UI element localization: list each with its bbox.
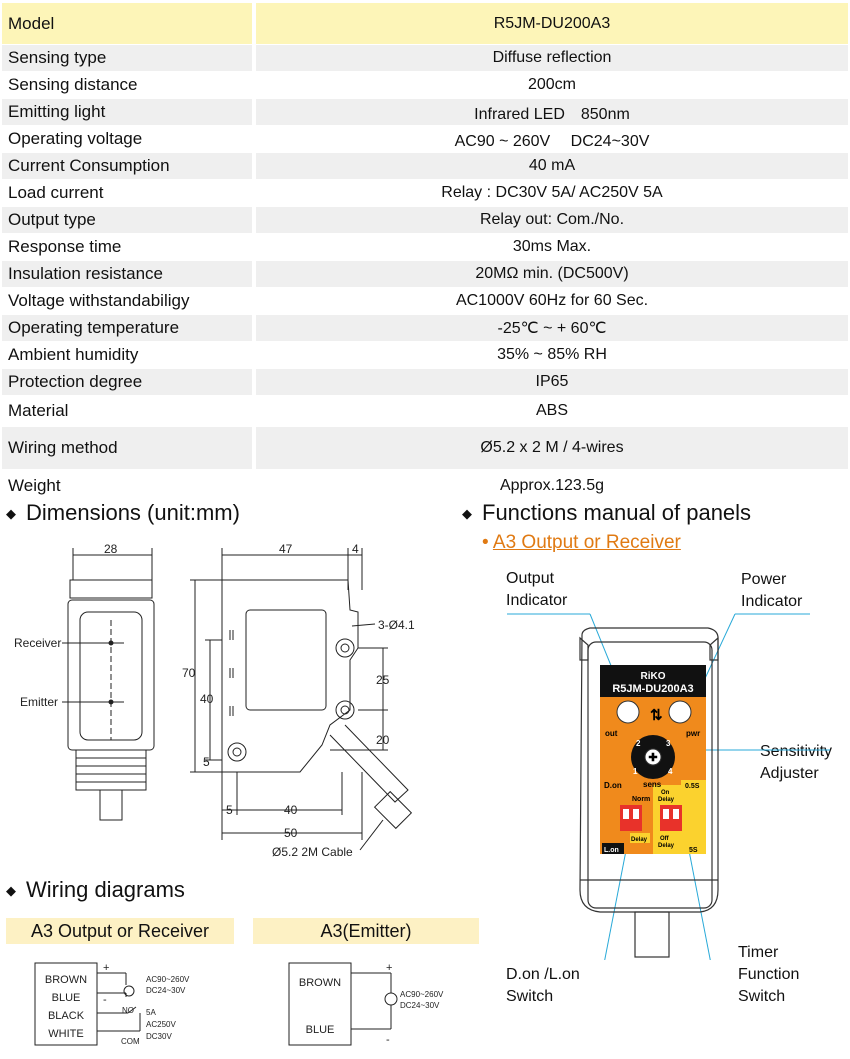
tx-plus: + [386,962,393,974]
spec-value: Approx.123.5g [256,470,848,502]
spec-row [2,207,848,234]
emitter-wire-blue: BLUE [305,1024,335,1036]
rx-load-dc: DC30V [146,1032,172,1041]
panel-off-delay: Delay [658,843,675,849]
panel-off: Off [660,836,669,842]
spec-value: Relay out: Com./No. [256,207,848,233]
rx-plus: + [103,962,110,974]
power-indicator-label: Power Indicator [741,571,803,610]
panel-delay: Delay [631,837,648,843]
tx-supply-ac: AC90~260V [400,990,444,999]
wire-white: WHITE [48,1028,84,1040]
wiring-heading: ◆ Wiring diagrams [6,877,185,902]
dim-holes: 3-Ø4.1 [378,618,415,632]
spec-header-row [2,3,848,45]
spec-label: Operating voltage [2,126,252,152]
spec-label: Sensing type [2,45,252,71]
spec-value: Diffuse reflection [256,45,848,71]
spec-value: R5JM-DU200A3 [256,3,848,44]
spec-label: Material [2,396,252,426]
dim-side-width: 47 [279,542,293,556]
don-switch-label: D.on /L.on Switch [506,966,580,1005]
spec-row [2,369,848,396]
dial-2: 2 [636,739,641,748]
wiring-receiver-title: A3 Output or Receiver [6,918,234,944]
spec-row [2,470,848,503]
spec-label: Wiring method [2,427,252,469]
dimension-drawing [0,540,440,865]
panel-model: R5JM-DU200A3 [612,683,694,695]
spec-value: Infrared LED 850nm [256,99,848,125]
dial-3: 3 [666,739,671,748]
spec-label: Protection degree [2,369,252,395]
panel-lon: L.on [604,847,619,854]
wiring-emitter-title: A3(Emitter) [253,918,479,944]
spec-row [2,315,848,342]
spec-value: -25℃ ~ + 60℃ [256,315,848,341]
spec-value: AC90 ~ 260V DC24~30V [256,126,848,152]
spec-row [2,72,848,99]
spec-label: Ambient humidity [2,342,252,368]
rx-load-a: 5A [146,1008,156,1017]
functions-heading: ◆ Functions manual of panels [462,500,752,525]
panel-pwr: pwr [686,729,701,738]
spec-value: 20MΩ min. (DC500V) [256,261,848,287]
spec-value: 200cm [256,72,848,98]
spec-table [2,3,848,503]
dim-side-small: 4 [352,542,359,556]
wire-black: BLACK [47,1010,85,1022]
spec-row [2,396,848,427]
panel-out: out [605,729,618,738]
rx-no: NO [122,1006,134,1015]
dial-1: 1 [633,767,638,776]
tx-supply-dc: DC24~30V [400,1001,440,1010]
spec-value: IP65 [256,369,848,395]
panel-brand: RiKO [640,671,666,682]
dim-bottom-left: 5 [226,803,233,817]
spec-label: Response time [2,234,252,260]
spec-label: Operating temperature [2,315,252,341]
swap-arrows-icon: ⇅ [650,707,663,724]
spec-label: Weight [2,470,252,502]
dim-height-mid: 40 [200,692,214,706]
functions-subheading: • A3 Output or Receiver [482,532,681,553]
rx-minus: - [103,994,107,1006]
spec-value: Relay : DC30V 5A/ AC250V 5A [256,180,848,206]
rx-supply-ac: AC90~260V [146,975,190,984]
spec-value: 35% ~ 85% RH [256,342,848,368]
dim-cable: Ø5.2 2M Cable [272,845,353,859]
panel-on-delay: Delay [658,797,675,803]
spec-row [2,288,848,315]
dim-bottom-mid: 40 [284,803,298,817]
wiring-diagram [0,955,480,1059]
spec-label: Load current [2,180,252,206]
spec-label: Current Consumption [2,153,252,179]
spec-row [2,45,848,72]
dial-cross-icon: ✚ [648,752,658,764]
spec-value: Ø5.2 x 2 M / 4-wires [256,427,848,469]
panel-t05: 0.5S [685,783,700,790]
wire-blue: BLUE [51,992,81,1004]
spec-label: Output type [2,207,252,233]
spec-row [2,342,848,369]
rx-com: COM [121,1037,140,1046]
dim-bottom-total: 50 [284,826,298,840]
spec-row [2,234,848,261]
panel-on: On [661,790,670,796]
spec-label: Sensing distance [2,72,252,98]
sensitivity-label: Sensitivity Adjuster [760,743,833,782]
dim-front-width: 28 [104,542,118,556]
timer-switch-label: Timer Function Switch [738,944,800,1005]
panel-norm: Norm [632,796,651,803]
panel-t5: 5S [689,847,698,854]
dimensions-heading: ◆ Dimensions (unit:mm) [6,500,240,525]
spec-value: AC1000V 60Hz for 60 Sec. [256,288,848,314]
panel-drawing [490,590,850,960]
dim-right-top: 25 [376,673,390,687]
spec-label: Insulation resistance [2,261,252,287]
dim-height-total: 70 [182,666,196,680]
spec-value: 40 mA [256,153,848,179]
wire-brown: BROWN [44,974,88,986]
dim-emitter-label: Emitter [20,695,59,709]
spec-label: Model [2,3,252,44]
panel-don: D.on [604,781,622,790]
rx-supply-dc: DC24~30V [146,986,186,995]
emitter-wire-brown: BROWN [298,977,342,989]
output-indicator-label: Output Indicator [506,570,568,609]
spec-label: Voltage withstandabiligy [2,288,252,314]
spec-row [2,126,848,153]
spec-label: Emitting light [2,99,252,125]
dial-4: 4 [668,767,673,776]
spec-value: 30ms Max. [256,234,848,260]
spec-row [2,427,848,470]
spec-row [2,153,848,180]
tx-minus: - [386,1034,390,1046]
dim-right-low: 20 [376,733,390,747]
rx-load-ac: AC250V [146,1020,176,1029]
dim-receiver-label: Receiver [14,636,62,650]
panel-sens: sens [643,780,662,789]
spec-row [2,180,848,207]
spec-value: ABS [256,396,848,426]
spec-row [2,99,848,126]
dim-height-low: 5 [203,755,210,769]
spec-row [2,261,848,288]
